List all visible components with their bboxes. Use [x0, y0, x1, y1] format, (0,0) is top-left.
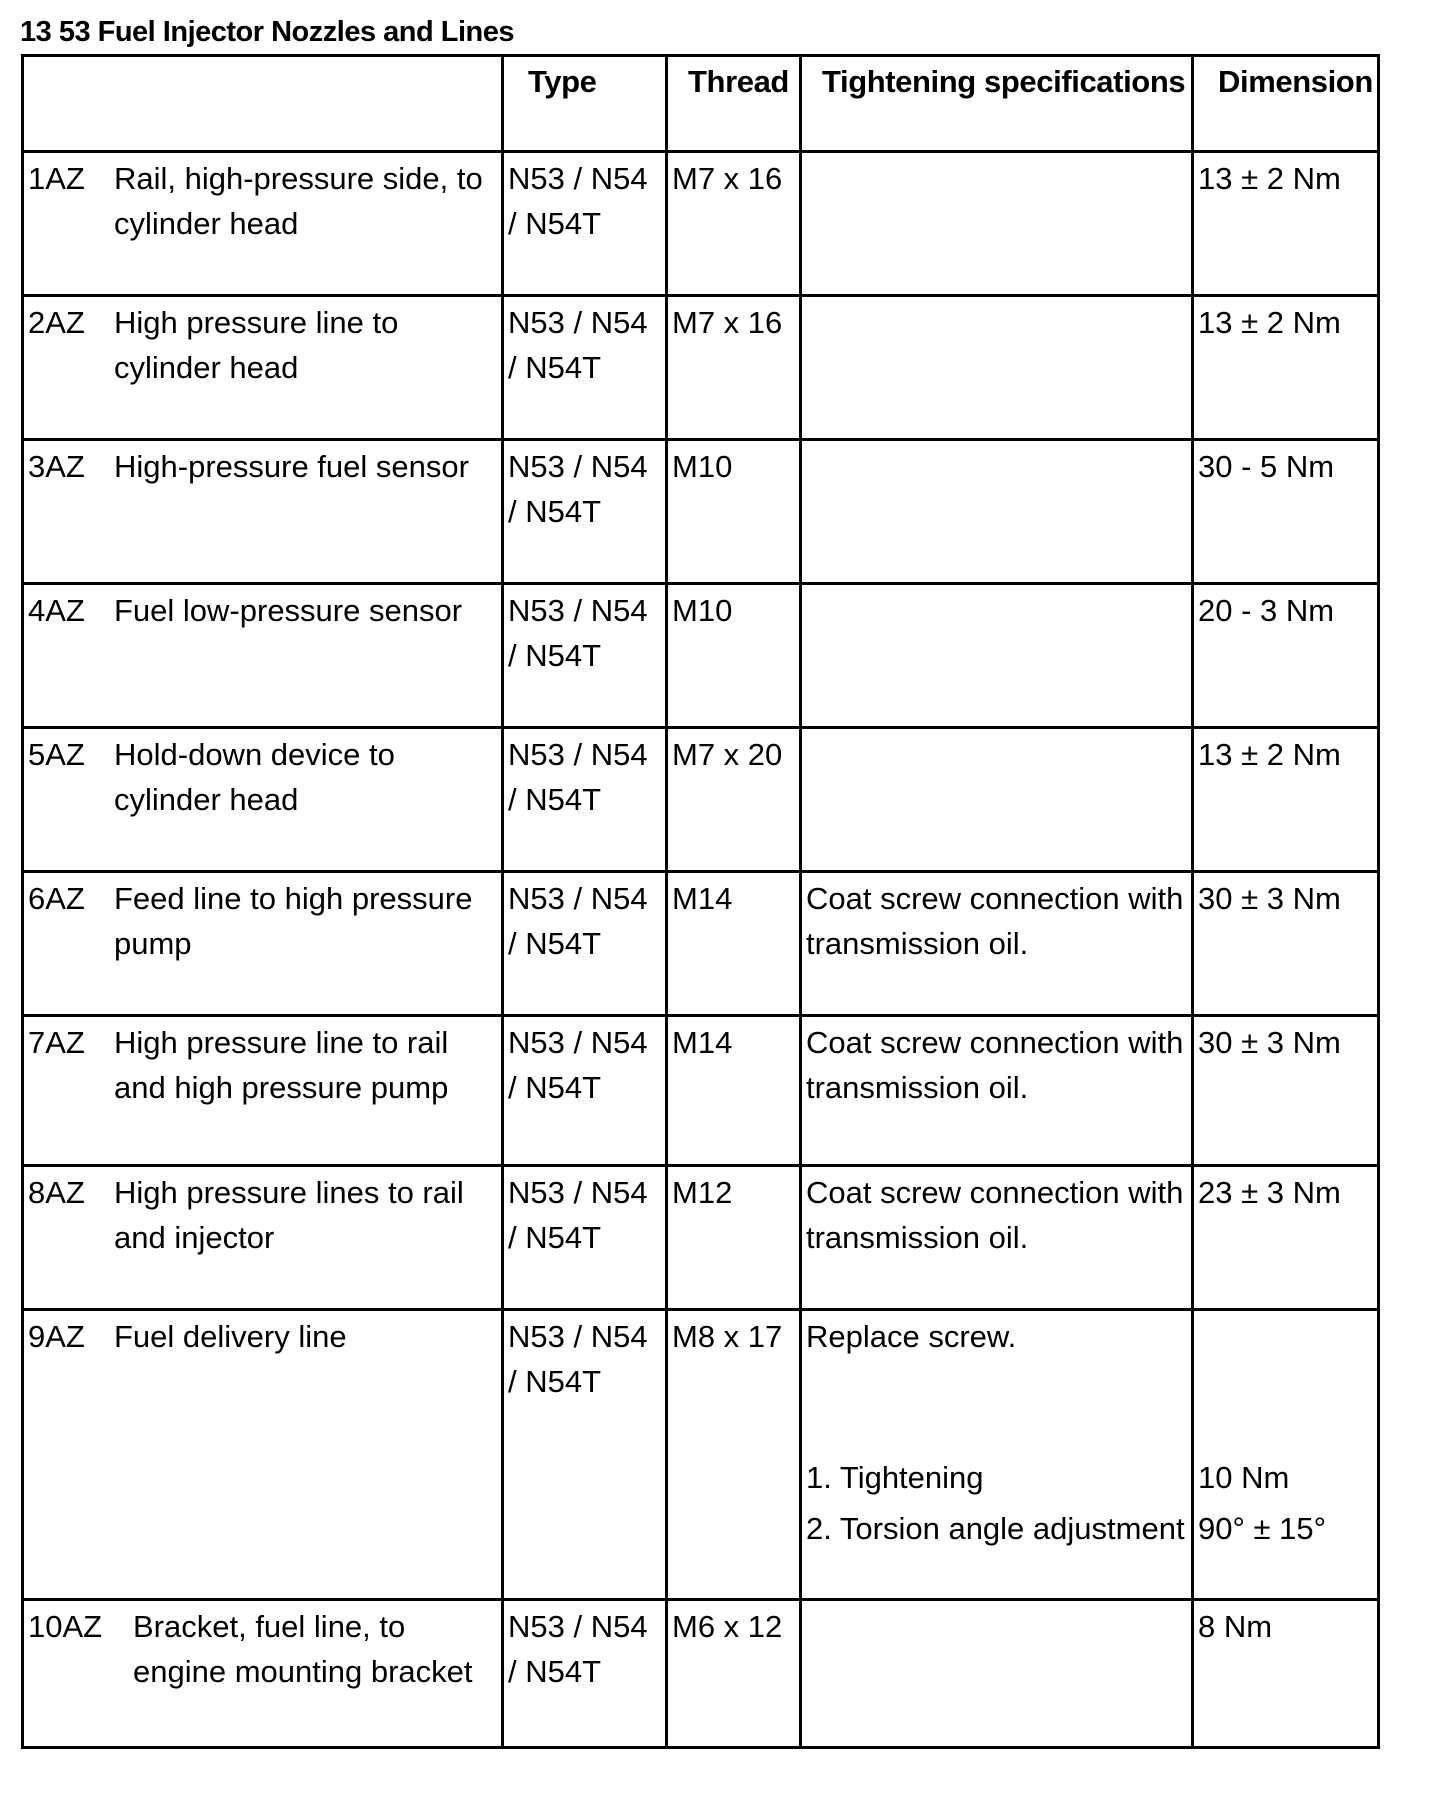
item-number: 10AZ [28, 1609, 103, 1644]
tightening-spec-cell: Coat screw connection with transmission oil. [801, 1016, 1193, 1166]
dimension-cell [1193, 1310, 1379, 1600]
item-description: High-pressure fuel sensor [114, 449, 469, 484]
tightening-spec-cell [801, 1600, 1193, 1748]
description-cell [23, 296, 503, 440]
table-row [23, 440, 1379, 584]
description-cell [23, 1166, 503, 1310]
item-number: 6AZ [28, 881, 85, 916]
item-description: Rail, high-pressure side, to cylinder head [114, 161, 483, 241]
header-tightening-specifications: Tightening specifications [801, 56, 1193, 152]
description-cell [23, 1600, 503, 1748]
type-cell: N53 / N54 / N54T [503, 1600, 667, 1748]
thread-cell: M6 x 12 [667, 1600, 801, 1748]
item-description: Bracket, fuel line, to engine mounting bracket [133, 1609, 473, 1689]
table-row [23, 728, 1379, 872]
dimension-cell: 13 ± 2 Nm [1193, 296, 1379, 440]
thread-cell: M14 [667, 1016, 801, 1166]
header-thread: Thread [667, 56, 801, 152]
item-description: Hold-down device to cylinder head [114, 737, 395, 817]
dimension-cell: 13 ± 2 Nm [1193, 152, 1379, 296]
item-description: Fuel delivery line [114, 1319, 347, 1354]
page-title: 13 53 Fuel Injector Nozzles and Lines [20, 16, 514, 48]
item-description: Fuel low-pressure sensor [114, 593, 463, 628]
table-row [23, 1016, 1379, 1166]
description-cell [23, 872, 503, 1016]
dimension-cell: 20 - 3 Nm [1193, 584, 1379, 728]
tightening-spec-cell [801, 584, 1193, 728]
tightening-spec-cell: Coat screw connection with transmission oil. [801, 1166, 1193, 1310]
tightening-step: 1. Tightening [806, 1460, 984, 1495]
type-cell: N53 / N54 / N54T [503, 1166, 667, 1310]
description-cell [23, 1016, 503, 1166]
torque-spec-table [21, 54, 1380, 1749]
thread-cell: M8 x 17 [667, 1310, 801, 1600]
table-row [23, 1310, 1379, 1600]
tightening-step-value: 10 Nm [1198, 1460, 1290, 1495]
item-description: High pressure line to cylinder head [114, 305, 399, 385]
header-description [23, 56, 503, 152]
tightening-spec-cell [801, 152, 1193, 296]
type-cell: N53 / N54 / N54T [503, 1016, 667, 1166]
item-number: 1AZ [28, 161, 85, 196]
description-cell [23, 440, 503, 584]
item-description: Feed line to high pressure pump [114, 881, 473, 961]
item-number: 4AZ [28, 593, 85, 628]
item-description: High pressure lines to rail and injector [114, 1175, 464, 1255]
type-cell: N53 / N54 / N54T [503, 872, 667, 1016]
table-row [23, 1600, 1379, 1748]
item-number: 8AZ [28, 1175, 85, 1210]
dimension-cell: 30 ± 3 Nm [1193, 872, 1379, 1016]
spec-note: Replace screw. [806, 1319, 1017, 1354]
dimension-cell: 8 Nm [1193, 1600, 1379, 1748]
tightening-spec-cell: Coat screw connection with transmission oil. [801, 872, 1193, 1016]
thread-cell: M10 [667, 440, 801, 584]
table-row [23, 584, 1379, 728]
table-row [23, 152, 1379, 296]
type-cell: N53 / N54 / N54T [503, 584, 667, 728]
dimension-cell: 30 ± 3 Nm [1193, 1016, 1379, 1166]
header-dimension: Dimension [1193, 56, 1379, 152]
type-cell: N53 / N54 / N54T [503, 296, 667, 440]
tightening-spec-cell [801, 728, 1193, 872]
type-cell: N53 / N54 / N54T [503, 440, 667, 584]
torsion-angle-value: 90° ± 15° [1198, 1511, 1326, 1546]
header-type: Type [503, 56, 667, 152]
tightening-spec-cell [801, 440, 1193, 584]
thread-cell: M7 x 20 [667, 728, 801, 872]
type-cell: N53 / N54 / N54T [503, 728, 667, 872]
thread-cell: M14 [667, 872, 801, 1016]
description-cell [23, 584, 503, 728]
item-number: 2AZ [28, 305, 85, 340]
table-header-row [23, 56, 1379, 152]
type-cell: N53 / N54 / N54T [503, 152, 667, 296]
tightening-spec-cell [801, 1310, 1193, 1600]
item-description: High pressure line to rail and high pressure pump [114, 1025, 449, 1105]
description-cell [23, 728, 503, 872]
item-number: 3AZ [28, 449, 85, 484]
description-cell [23, 1310, 503, 1600]
table-row [23, 296, 1379, 440]
tightening-spec-cell [801, 296, 1193, 440]
thread-cell: M7 x 16 [667, 152, 801, 296]
type-cell: N53 / N54 / N54T [503, 1310, 667, 1600]
table-row [23, 872, 1379, 1016]
dimension-cell: 23 ± 3 Nm [1193, 1166, 1379, 1310]
thread-cell: M12 [667, 1166, 801, 1310]
torsion-angle-step: 2. Torsion angle adjustment [806, 1511, 1185, 1546]
item-number: 7AZ [28, 1025, 85, 1060]
item-number: 9AZ [28, 1319, 85, 1354]
item-number: 5AZ [28, 737, 85, 772]
description-cell [23, 152, 503, 296]
table-row [23, 1166, 1379, 1310]
thread-cell: M10 [667, 584, 801, 728]
dimension-cell: 13 ± 2 Nm [1193, 728, 1379, 872]
thread-cell: M7 x 16 [667, 296, 801, 440]
dimension-cell: 30 - 5 Nm [1193, 440, 1379, 584]
